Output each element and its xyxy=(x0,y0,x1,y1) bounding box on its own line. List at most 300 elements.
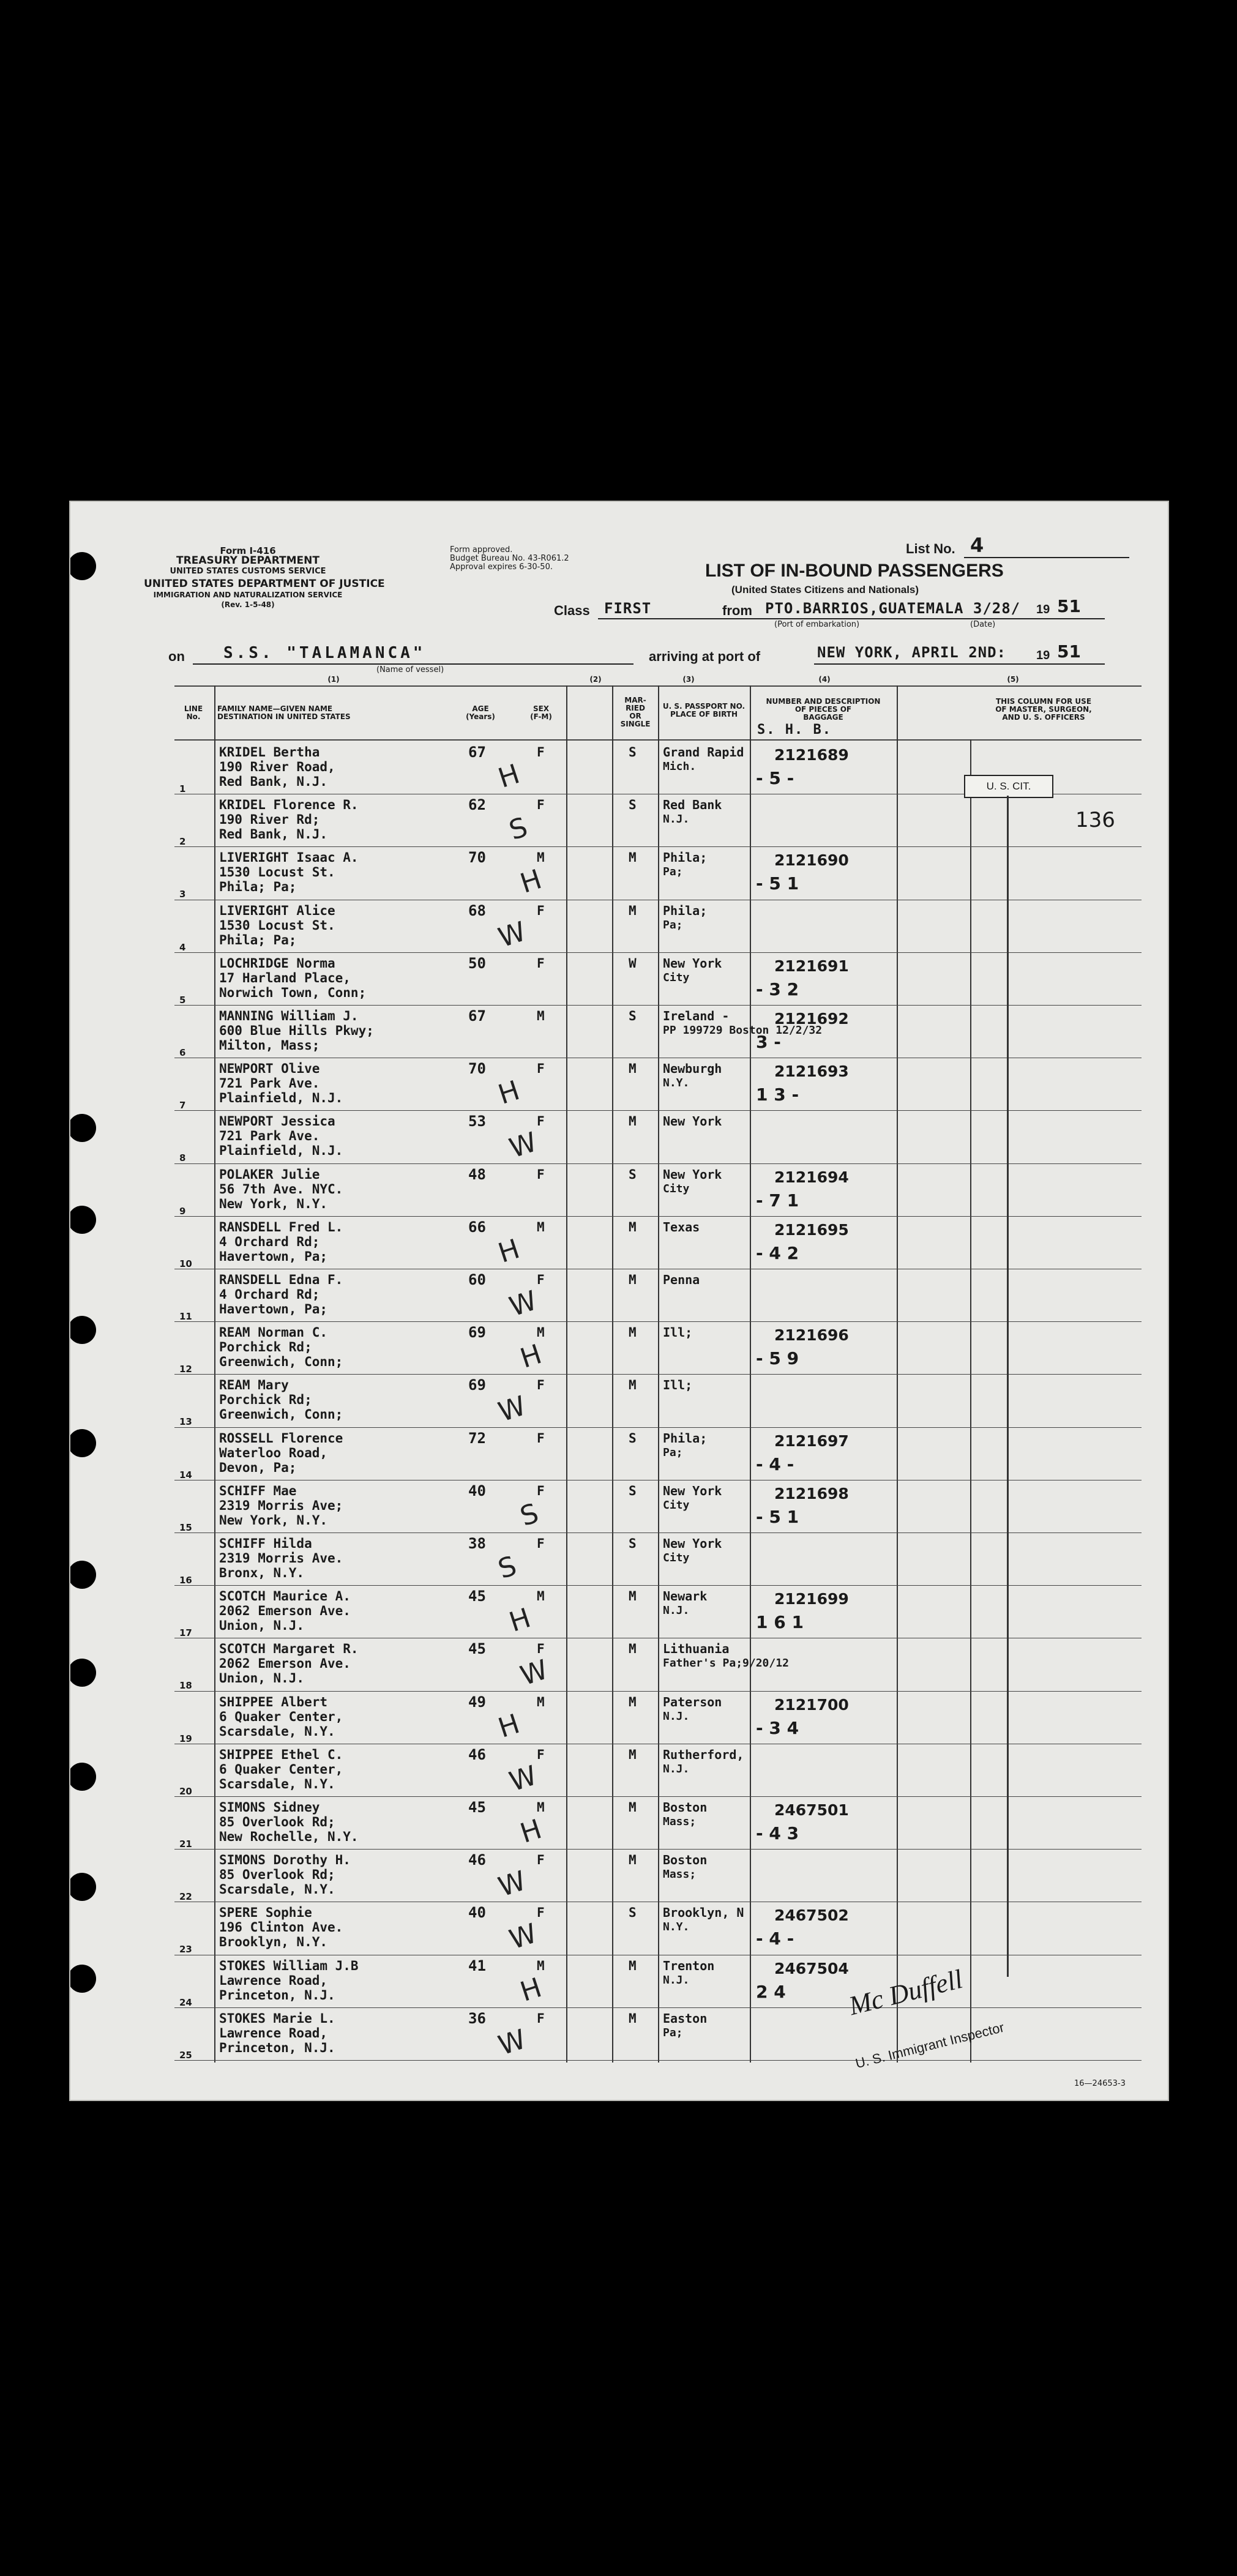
row-rule xyxy=(174,1216,1142,1217)
address-line-2: New York, N.Y. xyxy=(219,1196,328,1211)
address-line-2: Greenwich, Conn; xyxy=(219,1354,343,1370)
arrival-port: NEW YORK, APRIL 2ND: xyxy=(817,644,1006,661)
marital-status: M xyxy=(629,2010,637,2026)
date-caption: (Date) xyxy=(970,620,996,629)
birth-place-2: N.J. xyxy=(663,813,690,826)
address-line-2: Greenwich, Conn; xyxy=(219,1407,343,1422)
sex: F xyxy=(537,903,545,918)
sex: F xyxy=(537,1747,545,1762)
birth-place: Texas xyxy=(663,1219,700,1234)
address-line-2: Plainfield, N.J. xyxy=(219,1143,343,1159)
col-num-4: (4) xyxy=(818,675,831,684)
sex: M xyxy=(537,1219,545,1234)
baggage-count: - 4 - xyxy=(756,1928,794,1949)
passport-number: 2467502 xyxy=(774,1906,849,1925)
birth-place: New York xyxy=(663,1483,722,1498)
address-line-2: Union, N.J. xyxy=(219,1618,305,1633)
inspector-mark: H xyxy=(494,1233,524,1269)
manifest-sheet xyxy=(69,501,1169,2101)
inspector-mark: H xyxy=(494,1075,524,1111)
address-line-2: Norwich Town, Conn; xyxy=(219,985,367,1000)
inspector-mark: H xyxy=(505,1602,535,1639)
baggage-count: - 5 9 xyxy=(756,1348,799,1369)
inspector-mark: S xyxy=(494,1550,521,1586)
birth-place-2: Pa; xyxy=(663,2026,683,2039)
address-line-1: 721 Park Ave. xyxy=(219,1129,320,1144)
col-num-1: (1) xyxy=(327,675,340,684)
birth-place-2: N.Y. xyxy=(663,1921,690,1934)
marital-status: S xyxy=(629,1430,637,1446)
marital-status: S xyxy=(629,745,637,760)
passenger-name: SCHIFF Mae xyxy=(219,1483,297,1498)
col-num-2: (2) xyxy=(589,675,602,684)
birth-place: Easton xyxy=(663,2010,708,2026)
row-rule xyxy=(174,1427,1142,1428)
baggage-count: - 3 4 xyxy=(756,1717,799,1738)
line-number: 13 xyxy=(179,1416,192,1428)
birth-place-2: Mass; xyxy=(663,1868,697,1881)
marital-status: M xyxy=(629,1325,637,1340)
age: 45 xyxy=(468,1799,486,1816)
passenger-name: STOKES William J.B xyxy=(219,1958,359,1973)
age: 67 xyxy=(468,744,486,761)
marital-status: M xyxy=(629,1272,637,1287)
sex: F xyxy=(537,797,545,813)
from-label: from xyxy=(722,603,752,618)
sex: F xyxy=(537,1378,545,1393)
ditto-line xyxy=(1007,796,1009,1977)
marital-status: S xyxy=(629,1483,637,1498)
address-line-2: New York, N.Y. xyxy=(219,1512,328,1528)
age: 66 xyxy=(468,1218,486,1236)
birth-place-2: City xyxy=(663,1551,690,1564)
address-line-1: Porchick Rd; xyxy=(219,1392,312,1408)
passenger-table xyxy=(70,502,1169,2101)
marital-status: S xyxy=(629,1009,637,1023)
birth-place-2: City xyxy=(663,1498,690,1512)
passenger-name: NEWPORT Jessica xyxy=(219,1114,335,1129)
line-number: 15 xyxy=(179,1521,192,1533)
passenger-name: ROSSELL Florence xyxy=(219,1430,343,1446)
sex: F xyxy=(537,1536,545,1551)
address-line-1: Lawrence Road, xyxy=(219,2025,328,2040)
birth-place-2: Mich. xyxy=(663,760,697,773)
passenger-name: SIMONS Dorothy H. xyxy=(219,1853,351,1868)
address-line-2: New Rochelle, N.Y. xyxy=(219,1829,359,1844)
address-line-2: Milton, Mass; xyxy=(219,1038,320,1053)
address-line-1: 721 Park Ave. xyxy=(219,1076,320,1091)
address-line-1: 2319 Morris Ave; xyxy=(219,1498,343,1513)
line-number: 19 xyxy=(179,1733,192,1744)
treasury-dept: TREASURY DEPARTMENT xyxy=(176,554,320,567)
age: 70 xyxy=(468,1060,486,1078)
baggage-count: 3 - xyxy=(756,1032,781,1052)
arrival-year: 51 xyxy=(1057,641,1081,662)
inspector-mark: H xyxy=(494,758,524,794)
vessel-name: S.S. "TALAMANCA" xyxy=(223,644,426,662)
address-line-1: 1530 Locust St. xyxy=(219,917,335,933)
address-line-2: Havertown, Pa; xyxy=(219,1302,328,1316)
inspector-caption: U. S. Immigrant Inspector xyxy=(854,2019,1006,2072)
address-line-1: 85 Overlook Rd; xyxy=(219,1867,335,1883)
line-number: 25 xyxy=(179,2049,192,2061)
page-subtitle: (United States Citizens and Nationals) xyxy=(731,584,919,595)
line-number: 16 xyxy=(179,1575,192,1586)
header-sex: SEX (F-M) xyxy=(530,704,552,721)
inspector-mark: W xyxy=(517,1654,552,1692)
sex: F xyxy=(537,1114,545,1129)
row-rule xyxy=(174,1585,1142,1586)
passenger-name: SCOTCH Margaret R. xyxy=(219,1641,359,1657)
birth-place: Phila; xyxy=(663,1430,708,1446)
line-number: 3 xyxy=(179,889,186,900)
ins-service: IMMIGRATION AND NATURALIZATION SERVICE xyxy=(153,591,343,599)
birth-place-2: Mass; xyxy=(663,1815,697,1828)
col-rule xyxy=(970,739,971,2063)
row-rule xyxy=(174,952,1142,953)
birth-place: New York xyxy=(663,1536,722,1551)
page-title: LIST OF IN-BOUND PASSENGERS xyxy=(705,561,1004,581)
line-number: 8 xyxy=(179,1152,186,1164)
sex: F xyxy=(537,745,545,760)
address-line-2: Havertown, Pa; xyxy=(219,1249,328,1264)
inspector-mark: W xyxy=(495,1390,530,1428)
inspector-mark: H xyxy=(494,1708,524,1744)
birth-place: Boston xyxy=(663,1800,708,1815)
age: 40 xyxy=(468,1904,486,1922)
embarkation-value: PTO.BARRIOS,GUATEMALA 3/28/ xyxy=(765,600,1021,617)
header-name: FAMILY NAME—GIVEN NAME DESTINATION IN UNITED STATES xyxy=(217,704,351,721)
passport-number: 2121699 xyxy=(774,1590,849,1608)
sex: M xyxy=(537,1009,545,1023)
age: 68 xyxy=(468,902,486,919)
birth-place: Newburgh xyxy=(663,1061,722,1077)
birth-place: Brooklyn, N xyxy=(663,1905,744,1921)
row-rule xyxy=(174,1163,1142,1164)
marital-status: M xyxy=(629,1800,637,1815)
passport-number: 2121700 xyxy=(774,1695,849,1714)
age: 72 xyxy=(468,1429,486,1447)
row-rule xyxy=(174,1849,1142,1850)
sex: F xyxy=(537,1272,545,1287)
address-line-1: 2062 Emerson Ave. xyxy=(219,1656,351,1671)
marital-status: M xyxy=(629,1378,637,1393)
passport-number: 2121692 xyxy=(774,1010,849,1028)
marital-status: M xyxy=(629,1641,637,1657)
baggage-count: - 5 - xyxy=(756,768,794,788)
birth-place: Penna xyxy=(663,1272,700,1287)
header-baggage: NUMBER AND DESCRIPTION OF PIECES OF BAGGAGE xyxy=(766,697,881,722)
passenger-name: SIMONS Sidney xyxy=(219,1800,320,1815)
address-line-1: 4 Orchard Rd; xyxy=(219,1234,320,1249)
budget-bureau: Budget Bureau No. 43-R061.2 xyxy=(450,554,569,563)
line-number: 9 xyxy=(179,1205,186,1217)
address-line-2: Phila; Pa; xyxy=(219,879,297,895)
row-rule xyxy=(174,2007,1142,2008)
inspector-mark: W xyxy=(495,916,530,954)
birth-place-2: Pa; xyxy=(663,918,683,931)
passenger-name: REAM Mary xyxy=(219,1378,289,1393)
address-line-1: Waterloo Road, xyxy=(219,1445,328,1460)
line-number: 22 xyxy=(179,1891,192,1903)
passenger-name: REAM Norman C. xyxy=(219,1325,328,1340)
class-label: Class xyxy=(554,603,590,618)
address-line-1: 600 Blue Hills Pkwy; xyxy=(219,1023,374,1038)
birth-place: Phila; xyxy=(663,850,708,865)
address-line-1: 2062 Emerson Ave. xyxy=(219,1603,351,1619)
row-rule xyxy=(174,1321,1142,1322)
header-age: AGE (Years) xyxy=(466,704,495,721)
address-line-2: Scarsdale, N.Y. xyxy=(219,1776,335,1791)
baggage-count: - 4 3 xyxy=(756,1823,799,1843)
row-rule xyxy=(174,1110,1142,1111)
marital-status: M xyxy=(629,1694,637,1709)
address-line-1: 2319 Morris Ave. xyxy=(219,1551,343,1566)
sex: F xyxy=(537,2010,545,2026)
approval-expires: Approval expires 6-30-50. xyxy=(450,562,553,572)
birth-place-2: N.Y. xyxy=(663,1077,690,1090)
year-prefix: 19 xyxy=(1036,603,1050,616)
sex: F xyxy=(537,1430,545,1446)
age: 40 xyxy=(468,1482,486,1499)
sex: F xyxy=(537,955,545,971)
inspector-mark: W xyxy=(506,1285,541,1323)
passenger-name: MANNING William J. xyxy=(219,1009,359,1023)
class-value: FIRST xyxy=(604,600,652,617)
address-line-2: Scarsdale, N.Y. xyxy=(219,1723,335,1739)
address-line-2: Bronx, N.Y. xyxy=(219,1566,305,1580)
age: 70 xyxy=(468,849,486,867)
passport-number: 2467501 xyxy=(774,1801,849,1819)
passenger-name: SPERE Sophie xyxy=(219,1905,312,1921)
address-line-1: 1530 Locust St. xyxy=(219,865,335,880)
passport-number: 2121694 xyxy=(774,1168,849,1186)
justice-dept: UNITED STATES DEPARTMENT OF JUSTICE xyxy=(144,578,385,590)
age: 48 xyxy=(468,1165,486,1183)
age: 53 xyxy=(468,1113,486,1130)
row-rule xyxy=(174,1374,1142,1375)
passenger-name: RANSDELL Fred L. xyxy=(219,1219,343,1234)
inspector-mark: W xyxy=(495,2023,530,2062)
age: 60 xyxy=(468,1271,486,1288)
passenger-name: LIVERIGHT Alice xyxy=(219,903,335,918)
passport-number: 2121697 xyxy=(774,1432,849,1450)
inspector-mark: W xyxy=(506,1760,541,1798)
line-number: 7 xyxy=(179,1100,186,1111)
birth-place: Grand Rapid xyxy=(663,745,744,760)
row-rule xyxy=(174,2060,1142,2061)
address-line-2: Scarsdale, N.Y. xyxy=(219,1882,335,1897)
marital-status: M xyxy=(629,1958,637,1973)
birth-place: Rutherford, xyxy=(663,1747,744,1762)
marital-status: M xyxy=(629,1061,637,1077)
baggage-count: 2 4 xyxy=(756,1981,786,2002)
inspector-mark: H xyxy=(516,1971,546,2008)
sex: F xyxy=(537,1483,545,1498)
passenger-name: KRIDEL Bertha xyxy=(219,745,320,760)
col-num-3: (3) xyxy=(682,675,695,684)
birth-place: New York xyxy=(663,955,722,971)
sex: F xyxy=(537,1853,545,1868)
baggage-count: 1 3 - xyxy=(756,1085,799,1105)
baggage-count: - 7 1 xyxy=(756,1190,799,1211)
age: 67 xyxy=(468,1007,486,1025)
line-number: 21 xyxy=(179,1839,192,1850)
birth-place: Lithuania xyxy=(663,1641,730,1657)
header-baggage-cols: S. H. B. xyxy=(757,722,832,737)
passenger-name: LIVERIGHT Isaac A. xyxy=(219,850,359,865)
passport-number: 2121690 xyxy=(774,851,849,870)
customs-service: UNITED STATES CUSTOMS SERVICE xyxy=(170,567,326,576)
passport-number: 2121689 xyxy=(774,746,849,764)
birth-place: Newark xyxy=(663,1589,708,1604)
address-line-2: Princeton, N.J. xyxy=(219,2040,335,2055)
address-line-2: Union, N.J. xyxy=(219,1671,305,1686)
baggage-count: - 4 2 xyxy=(756,1242,799,1263)
header-line-no: LINE No. xyxy=(184,704,203,721)
line-number: 10 xyxy=(179,1258,192,1269)
row-rule xyxy=(174,846,1142,847)
inspector-mark: H xyxy=(516,1338,546,1375)
passenger-name: STOKES Marie L. xyxy=(219,2010,335,2026)
line-number: 6 xyxy=(179,1047,186,1058)
birth-place: New York xyxy=(663,1114,722,1129)
line-number: 23 xyxy=(179,1944,192,1955)
inspector-mark: S xyxy=(516,1497,543,1533)
arrival-year-prefix: 19 xyxy=(1036,649,1050,662)
marital-status: M xyxy=(629,1219,637,1234)
line-number: 4 xyxy=(179,941,186,953)
line-number: 24 xyxy=(179,1996,192,2008)
header-married: MAR- RIED OR SINGLE xyxy=(620,696,651,728)
birth-place-2: Pa; xyxy=(663,865,683,879)
sex: M xyxy=(537,1589,545,1604)
marital-status: M xyxy=(629,903,637,918)
vessel-caption: (Name of vessel) xyxy=(376,665,444,674)
passenger-name: KRIDEL Florence R. xyxy=(219,797,359,813)
address-line-2: Princeton, N.J. xyxy=(219,1987,335,2003)
inspector-mark: W xyxy=(495,1865,530,1903)
header-passport: U. S. PASSPORT NO. PLACE OF BIRTH xyxy=(662,702,746,719)
line-number: 12 xyxy=(179,1364,192,1375)
address-line-1: 4 Orchard Rd; xyxy=(219,1287,320,1302)
passport-number: 2121696 xyxy=(774,1326,849,1345)
birth-place: Paterson xyxy=(663,1694,722,1709)
passenger-name: SCHIFF Hilda xyxy=(219,1536,312,1551)
passport-number: 2121691 xyxy=(774,957,849,975)
address-line-2: Plainfield, N.J. xyxy=(219,1091,343,1106)
inspector-signature: Mc Duffell xyxy=(845,1963,966,2022)
marital-status: S xyxy=(629,1536,637,1551)
birth-place-2: City xyxy=(663,1182,690,1195)
address-line-1: 17 Harland Place, xyxy=(219,970,351,985)
address-line-1: 56 7th Ave. NYC. xyxy=(219,1181,343,1197)
marital-status: M xyxy=(629,1747,637,1762)
inspector-mark: W xyxy=(506,1917,541,1956)
header-master: THIS COLUMN FOR USE OF MASTER, SURGEON, AND U. S. OFFICERS xyxy=(995,697,1092,722)
age: 50 xyxy=(468,954,486,972)
birth-place-2: N.J. xyxy=(663,1709,690,1723)
address-line-2: Devon, Pa; xyxy=(219,1460,297,1475)
birth-place-2: Pa; xyxy=(663,1446,683,1459)
baggage-count: 1 6 1 xyxy=(756,1612,804,1633)
marital-status: S xyxy=(629,1167,637,1182)
row-rule xyxy=(174,1005,1142,1006)
birth-place: Trenton xyxy=(663,1958,715,1973)
birth-place-2: PP 199729 Boston 12/2/32 xyxy=(663,1024,823,1037)
line-number: 20 xyxy=(179,1785,192,1797)
port-embark-caption: (Port of embarkation) xyxy=(774,620,860,629)
marital-status: W xyxy=(629,955,637,971)
sex: M xyxy=(537,1958,545,1973)
birth-place: New York xyxy=(663,1167,722,1182)
address-line-2: Phila; Pa; xyxy=(219,932,297,947)
sex: M xyxy=(537,1325,545,1340)
line-number: 1 xyxy=(179,783,186,794)
form-approved: Form approved. xyxy=(450,545,513,554)
sex: F xyxy=(537,1905,545,1921)
marital-status: M xyxy=(629,1114,637,1129)
embark-year: 51 xyxy=(1057,596,1081,616)
age: 46 xyxy=(468,1851,486,1869)
passenger-name: LOCHRIDGE Norma xyxy=(219,955,335,971)
baggage-count: - 5 1 xyxy=(756,873,799,894)
col-num-5: (5) xyxy=(1007,675,1019,684)
address-line-1: Lawrence Road, xyxy=(219,1973,328,1988)
age: 41 xyxy=(468,1957,486,1974)
sex: F xyxy=(537,1641,545,1657)
birth-place: Phila; xyxy=(663,903,708,918)
address-line-1: 196 Clinton Ave. xyxy=(219,1920,343,1935)
baggage-count: - 3 2 xyxy=(756,979,799,999)
list-label: List No. xyxy=(906,541,955,556)
inspector-mark: S xyxy=(505,812,532,847)
age: 36 xyxy=(468,2009,486,2027)
passport-number: 2467504 xyxy=(774,1959,849,1977)
passenger-name: POLAKER Julie xyxy=(219,1167,320,1182)
address-line-1: 85 Overlook Rd; xyxy=(219,1815,335,1829)
age: 45 xyxy=(468,1588,486,1605)
birth-place: Ill; xyxy=(663,1325,693,1340)
inspector-mark: H xyxy=(516,864,546,900)
arriving-label: arriving at port of xyxy=(649,649,761,664)
line-number: 2 xyxy=(179,836,186,848)
birth-place: Red Bank xyxy=(663,797,722,813)
note-136: 136 xyxy=(1075,808,1115,832)
us-cit-stamp: U. S. CIT. xyxy=(964,775,1053,798)
address-line-1: Porchick Rd; xyxy=(219,1340,312,1355)
inspector-mark: H xyxy=(516,1813,546,1850)
age: 62 xyxy=(468,796,486,814)
age: 69 xyxy=(468,1324,486,1342)
passport-number: 2121693 xyxy=(774,1062,849,1081)
list-number: 4 xyxy=(970,534,984,557)
address-line-2: Brooklyn, N.Y. xyxy=(219,1935,328,1950)
passenger-name: SHIPPEE Ethel C. xyxy=(219,1747,343,1762)
age: 46 xyxy=(468,1745,486,1763)
marital-status: M xyxy=(629,850,637,865)
passenger-name: NEWPORT Olive xyxy=(219,1061,320,1077)
sex: M xyxy=(537,1800,545,1815)
birth-place-2: N.J. xyxy=(663,1762,690,1775)
marital-status: S xyxy=(629,797,637,813)
passenger-name: SCOTCH Maurice A. xyxy=(219,1589,351,1604)
address-line-1: 190 River Rd; xyxy=(219,812,320,827)
inspector-mark: W xyxy=(506,1126,541,1165)
birth-place-2: City xyxy=(663,971,690,984)
sex: F xyxy=(537,1167,545,1182)
birth-place-2: N.J. xyxy=(663,1604,690,1618)
